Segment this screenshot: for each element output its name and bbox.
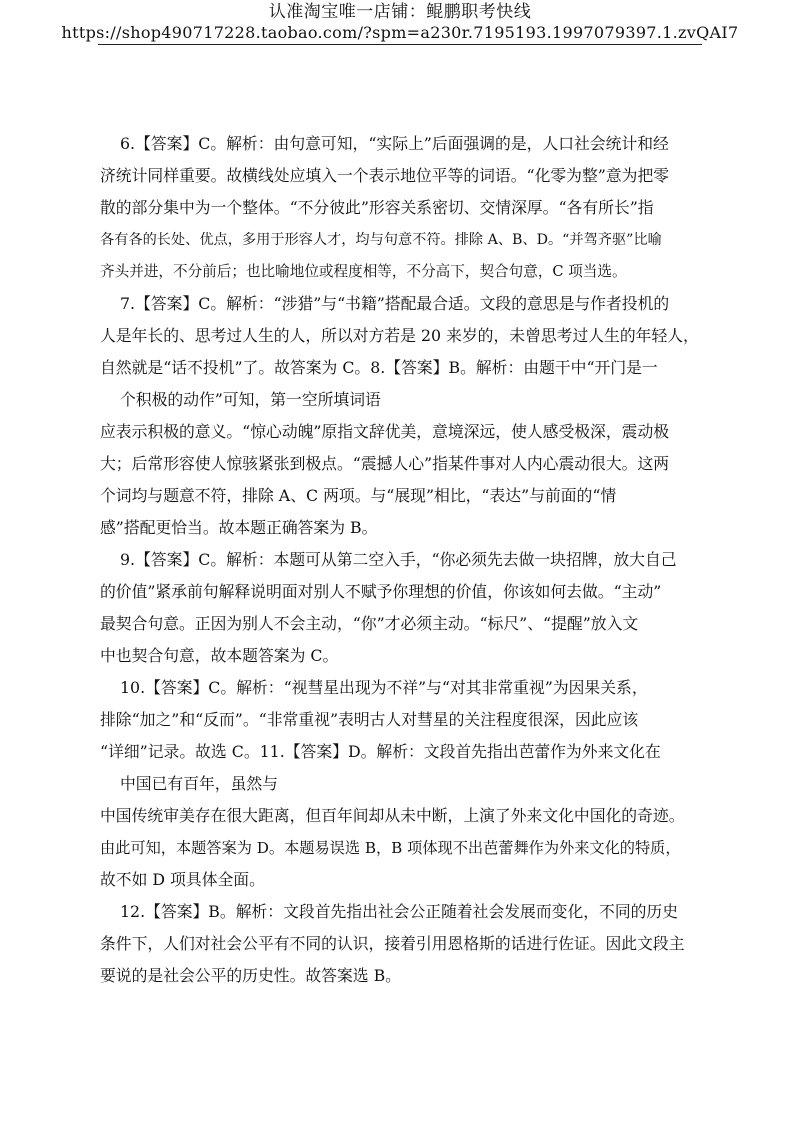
text-line: 12.【答案】B。解析：文段首先指出社会公正随着社会发展而变化，不同的历史 <box>120 902 679 921</box>
text-line: 的价值”紧承前句解释说明面对别人不赋予你理想的价值，你该如何去做。“主动” <box>100 582 662 601</box>
text-line: 个词均与题意不符，排除 A、C 两项。与“展现”相比，“表达”与前面的“情 <box>100 486 617 505</box>
text-line: 9.【答案】C。解析：本题可从第二空入手，“你必须先去做一块招牌，放大自己 <box>120 550 677 569</box>
text-line: 散的部分集中为一个整体。“不分彼此”形容关系密切、交情深厚。“各有所长”指 <box>100 198 654 217</box>
text-line: 济统计同样重要。故横线处应填入一个表示地位平等的词语。“化零为整”意为把零 <box>100 166 670 185</box>
text-line: 7.【答案】C。解析：“涉猎”与“书籍”搭配最合适。文段的意思是与作者投机的 <box>120 294 670 313</box>
text-line: 齐头并进，不分前后；也比喻地位或程度相等，不分高下，契合句意，C 项当选。 <box>100 263 627 280</box>
text-line: 最契合句意。正因为别人不会主动，“你”才必须主动。“标尺”、“提醒”放入文 <box>100 614 639 633</box>
shop-url[interactable]: https://shop490717228.taobao.com/?spm=a230r.7195193.1997079397.1.zvQAI7 <box>61 23 739 42</box>
text-line: 条件下，人们对社会公平有不同的认识，接着引用恩格斯的话进行佐证。因此文段主 <box>100 934 685 953</box>
text-line: 故不如 D 项具体全面。 <box>100 870 265 889</box>
text-line: 自然就是“话不投机”了。故答案为 C。8.【答案】B。解析：由题干中“开门是一 <box>100 358 658 377</box>
text-line: 感”搭配更恰当。故本题正确答案为 B。 <box>100 518 378 537</box>
text-line: 中国已有百年，虽然与 <box>120 774 278 793</box>
text-line: 中国传统审美存在很大距离，但百年间却从未中断，上演了外来文化中国化的奇迹。 <box>100 806 685 825</box>
text-line: 要说的是社会公平的历史性。故答案选 B。 <box>100 966 401 985</box>
header-divider <box>98 44 702 45</box>
text-line: “详细”记录。故选 C。11.【答案】D。解析：文段首先指出芭蕾作为外来文化在 <box>100 742 661 761</box>
text-line: 人是年长的、思考过人生的人，所以对方若是 20 来岁的，未曾思考过人生的年轻人， <box>100 326 699 345</box>
text-line: 由此可知，本题答案为 D。本题易误选 B，B 项体现不出芭蕾舞作为外来文化的特质， <box>100 839 681 857</box>
shop-title: 认准淘宝唯一店铺：鲲鹏职考快线 <box>268 2 532 22</box>
text-line: 各有各的长处、优点，多用于形容人才，均与句意不符。排除 A、B、D。“并驾齐驱”比喻 <box>100 232 662 248</box>
text-line: 个积极的动作”可知，第一空所填词语 <box>120 390 381 409</box>
text-line: 10.【答案】C。解析：“视彗星出现为不祥”与“对其非常重视”为因果关系， <box>120 678 648 697</box>
text-line: 应表示积极的意义。“惊心动魄”原指文辞优美，意境深远，使人感受极深，震动极 <box>100 422 670 441</box>
text-line: 中也契合句意，故本题答案为 C。 <box>100 646 339 665</box>
text-line: 大；后常形容使人惊骇紧张到极点。“震撼人心”指某件事对人内心震动很大。这两 <box>100 454 670 473</box>
text-line: 6.【答案】C。解析：由句意可知，“实际上”后面强调的是，人口社会统计和经 <box>120 134 669 153</box>
text-line: 排除“加之”和“反而”。“非常重视”表明古人对彗星的关注程度很深，因此应该 <box>100 710 639 729</box>
